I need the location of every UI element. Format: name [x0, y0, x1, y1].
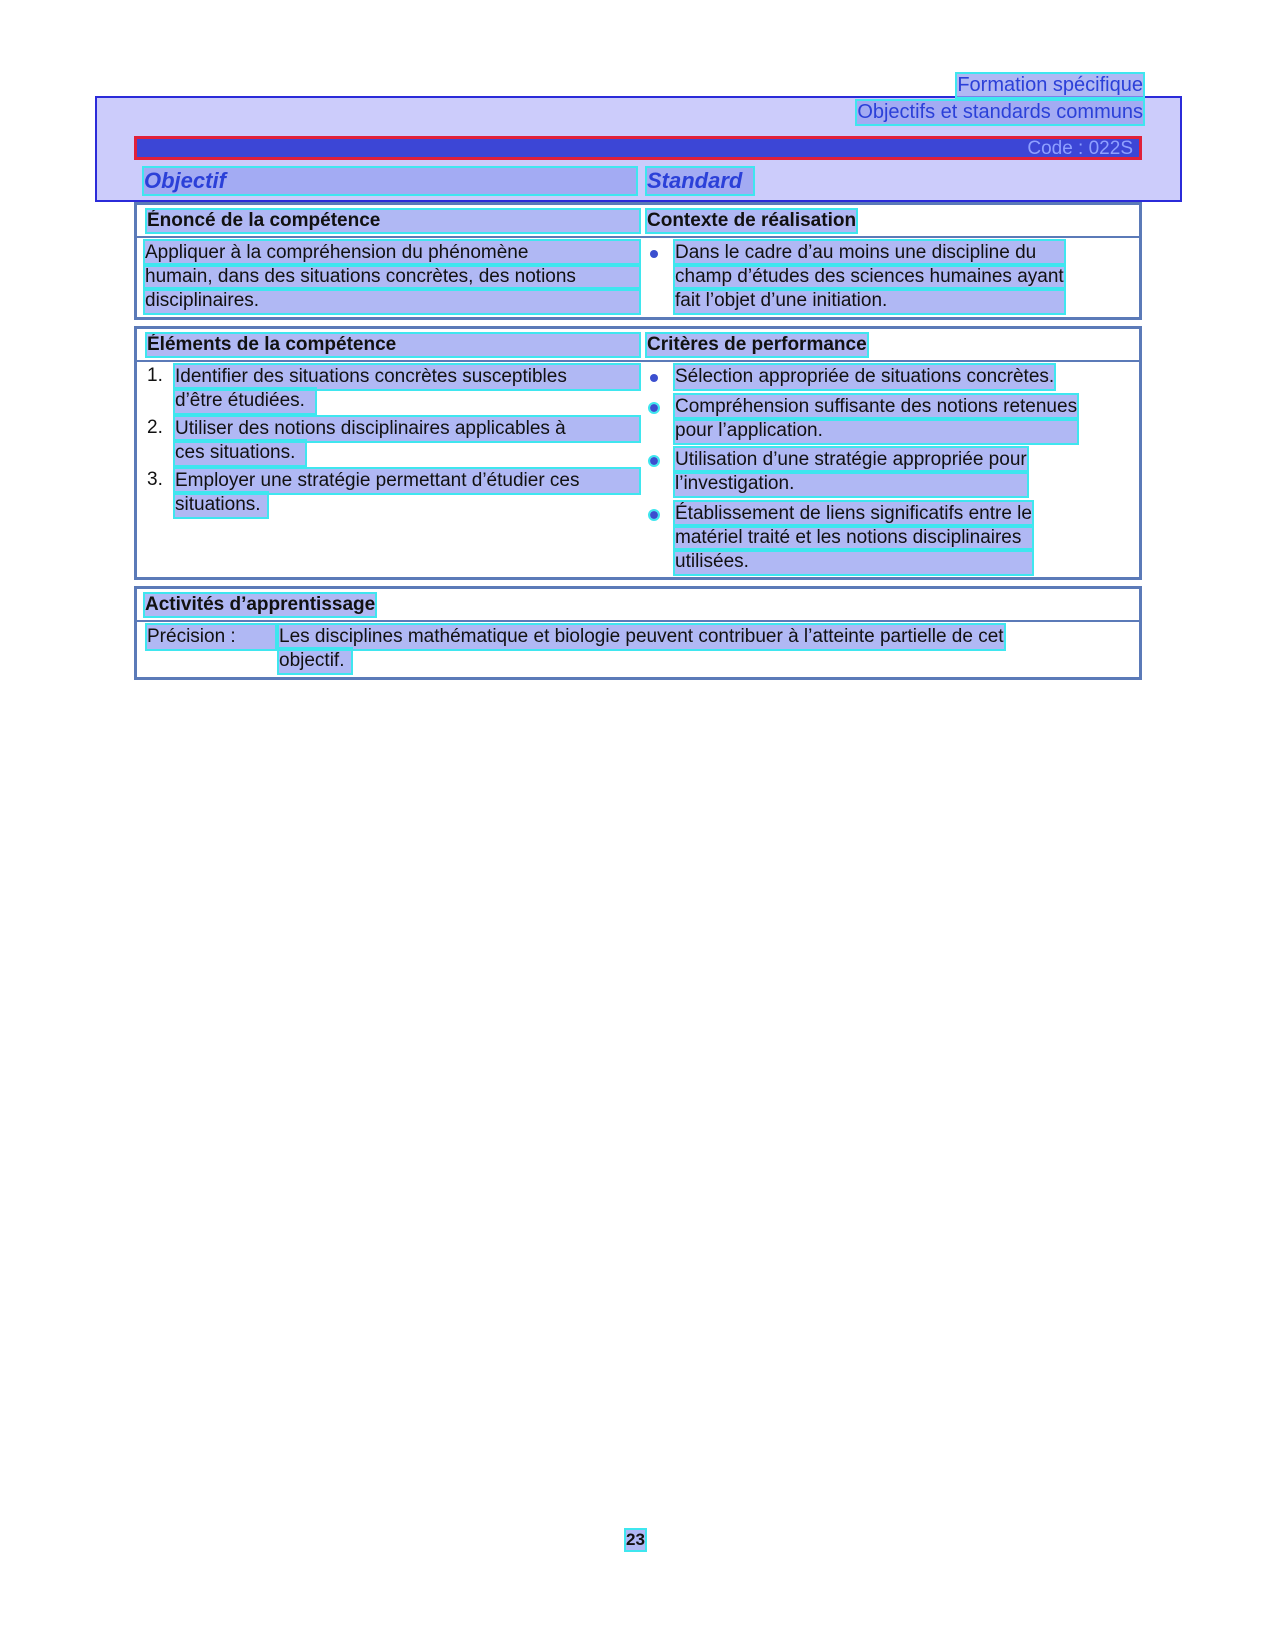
- element-line: ces situations.: [175, 441, 305, 465]
- bullet-icon: [650, 374, 658, 382]
- elements-title: Éléments de la compétence: [147, 334, 639, 356]
- precision-text: [279, 625, 1004, 673]
- precision-line: Les disciplines mathématique et biologie peuvent contribuer à l’atteinte partielle de cet: [279, 626, 1004, 647]
- bullet-icon: [650, 511, 658, 519]
- section-elements: [134, 326, 1142, 580]
- section-elements-header: [137, 329, 1139, 362]
- column-standard: Standard: [647, 168, 753, 194]
- contexte-text: [675, 241, 1064, 313]
- element-item: [175, 365, 639, 413]
- contexte-title: Contexte de réalisation: [647, 210, 857, 231]
- critere-line: pour l’application.: [675, 419, 1077, 443]
- bullet-icon: [650, 404, 658, 412]
- contexte-line: Dans le cadre d’au moins une discipline du: [675, 241, 1064, 265]
- enonce-line: humain, dans des situations concrètes, des notions: [145, 265, 639, 289]
- element-item: [175, 469, 639, 517]
- enonce-title: Énoncé de la compétence: [147, 210, 639, 232]
- critere-item: [675, 448, 1027, 496]
- precision-label: Précision :: [147, 625, 275, 649]
- bullet-icon: [650, 457, 658, 465]
- section-activites-header: [137, 589, 1139, 622]
- contexte-line: fait l’objet d’une initiation.: [675, 289, 1064, 313]
- contexte-line: champ d’études des sciences humaines ayant: [675, 266, 1064, 287]
- element-item: [175, 417, 639, 465]
- element-line: Utiliser des notions disciplinaires applicables à: [175, 417, 639, 441]
- element-line: d’être étudiées.: [175, 389, 315, 413]
- critere-line: utilisées.: [675, 550, 1032, 574]
- critere-line: matériel traité et les notions disciplinaires: [675, 526, 1032, 550]
- critere-item: [675, 502, 1032, 574]
- element-number: 2.: [147, 417, 163, 438]
- page-number: 23: [626, 1530, 645, 1549]
- enonce-line: Appliquer à la compréhension du phénomène: [145, 241, 639, 265]
- critere-line: l’investigation.: [675, 472, 1027, 496]
- criteres-title: Critères de performance: [647, 334, 867, 355]
- critere-line: Compréhension suffisante des notions retenues: [675, 396, 1078, 417]
- critere-line: Établissement de liens significatifs entre le: [675, 503, 1032, 524]
- critere-item: [675, 365, 1054, 389]
- enonce-text: [145, 241, 639, 313]
- section-activites: [134, 586, 1142, 680]
- element-line: Employer une stratégie permettant d’étudier ces: [175, 469, 639, 493]
- activites-title: Activités d’apprentissage: [145, 594, 376, 615]
- section-enonce: [134, 202, 1142, 320]
- course-code: Code : 022S: [1027, 138, 1133, 159]
- bullet-icon: [650, 250, 658, 258]
- critere-line: Sélection appropriée de situations concrètes.: [675, 366, 1055, 387]
- section-enonce-header: [137, 205, 1139, 238]
- column-objectif: Objectif: [144, 168, 636, 194]
- element-line: situations.: [175, 493, 267, 517]
- element-number: 3.: [147, 469, 163, 490]
- critere-line: Utilisation d’une stratégie appropriée pour: [675, 449, 1027, 470]
- element-number: 1.: [147, 365, 163, 386]
- header-objectifs: Objectifs et standards communs: [857, 101, 1143, 123]
- element-line: Identifier des situations concrètes susceptibles: [175, 365, 639, 389]
- critere-item: [675, 395, 1077, 443]
- header-formation: Formation spécifique: [957, 74, 1143, 96]
- precision-line: objectif.: [279, 649, 351, 673]
- code-bar: [134, 136, 1142, 160]
- enonce-line: disciplinaires.: [145, 289, 639, 313]
